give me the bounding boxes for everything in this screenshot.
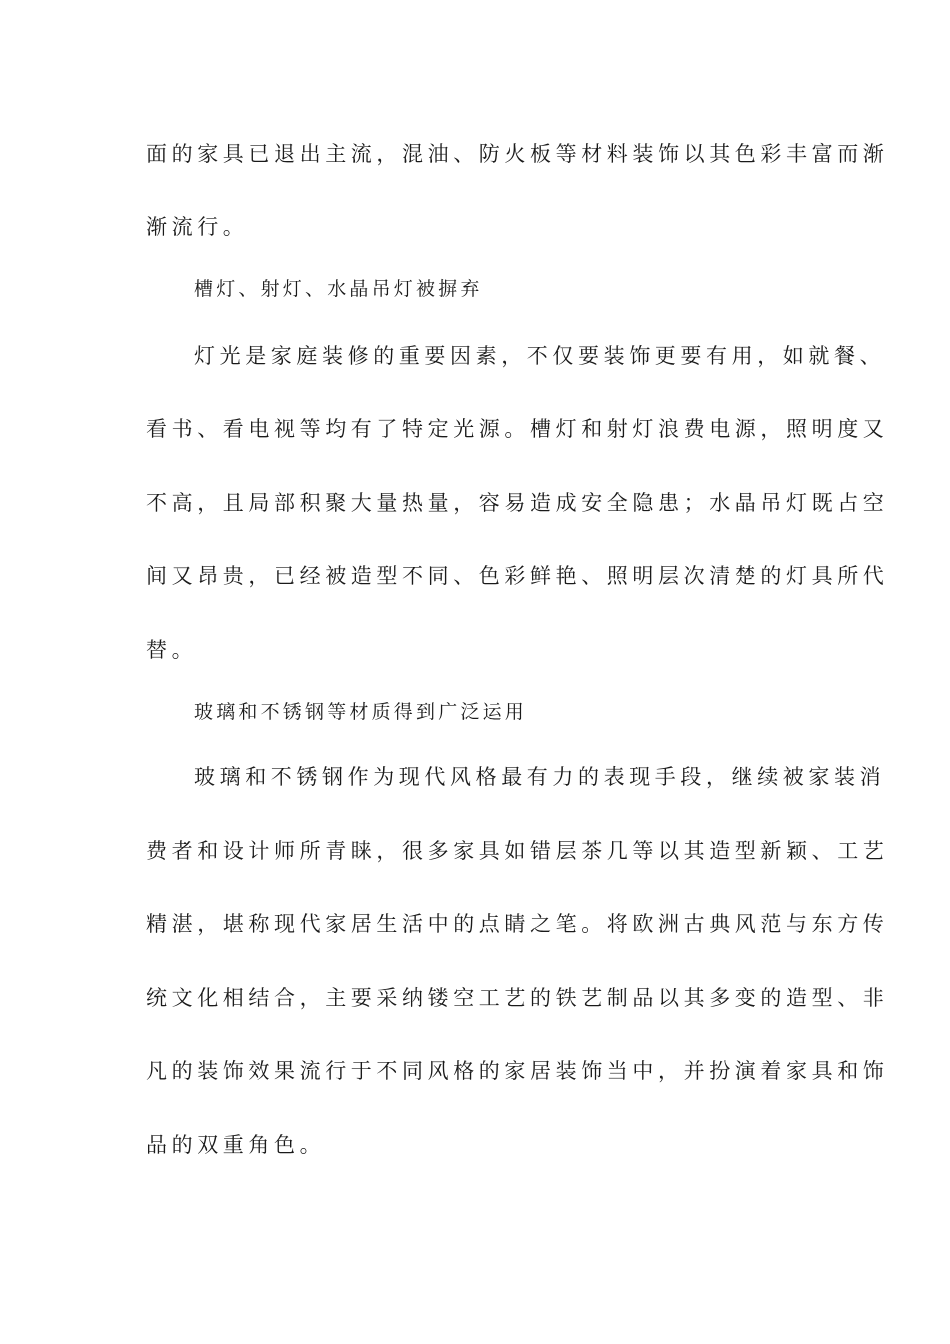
paragraph-line: 精湛，堪称现代家居生活中的点睛之笔。将欧洲古典风范与东方传	[146, 912, 889, 936]
paragraph-line: 面的家具已退出主流，混油、防火板等材料装饰以其色彩丰富而渐	[146, 142, 889, 166]
paragraph-line: 灯光是家庭装修的重要因素，不仅要装饰更要有用，如就餐、	[194, 344, 886, 368]
paragraph-line: 替。	[146, 638, 198, 662]
paragraph-line: 玻璃和不锈钢作为现代风格最有力的表现手段，继续被家装消	[194, 765, 886, 789]
paragraph-line: 间又昂贵，已经被造型不同、色彩鲜艳、照明层次清楚的灯具所代	[146, 564, 889, 588]
paragraph-line: 统文化相结合，主要采纳镂空工艺的铁艺制品以其多变的造型、非	[146, 986, 889, 1010]
section-heading-lighting: 槽灯、射灯、水晶吊灯被摒弃	[194, 278, 483, 300]
paragraph-line: 品的双重角色。	[146, 1133, 326, 1157]
paragraph-line: 渐流行。	[146, 215, 249, 239]
section-heading-materials: 玻璃和不锈钢等材质得到广泛运用	[194, 701, 528, 723]
paragraph-line: 凡的装饰效果流行于不同风格的家居装饰当中，并扮演着家具和饰	[146, 1059, 889, 1083]
paragraph-line: 费者和设计师所青睐，很多家具如错层茶几等以其造型新颖、工艺	[146, 839, 889, 863]
paragraph-line: 看书、看电视等均有了特定光源。槽灯和射灯浪费电源，照明度又	[146, 417, 889, 441]
paragraph-line: 不高，且局部积聚大量热量，容易造成安全隐患；水晶吊灯既占空	[146, 491, 889, 515]
